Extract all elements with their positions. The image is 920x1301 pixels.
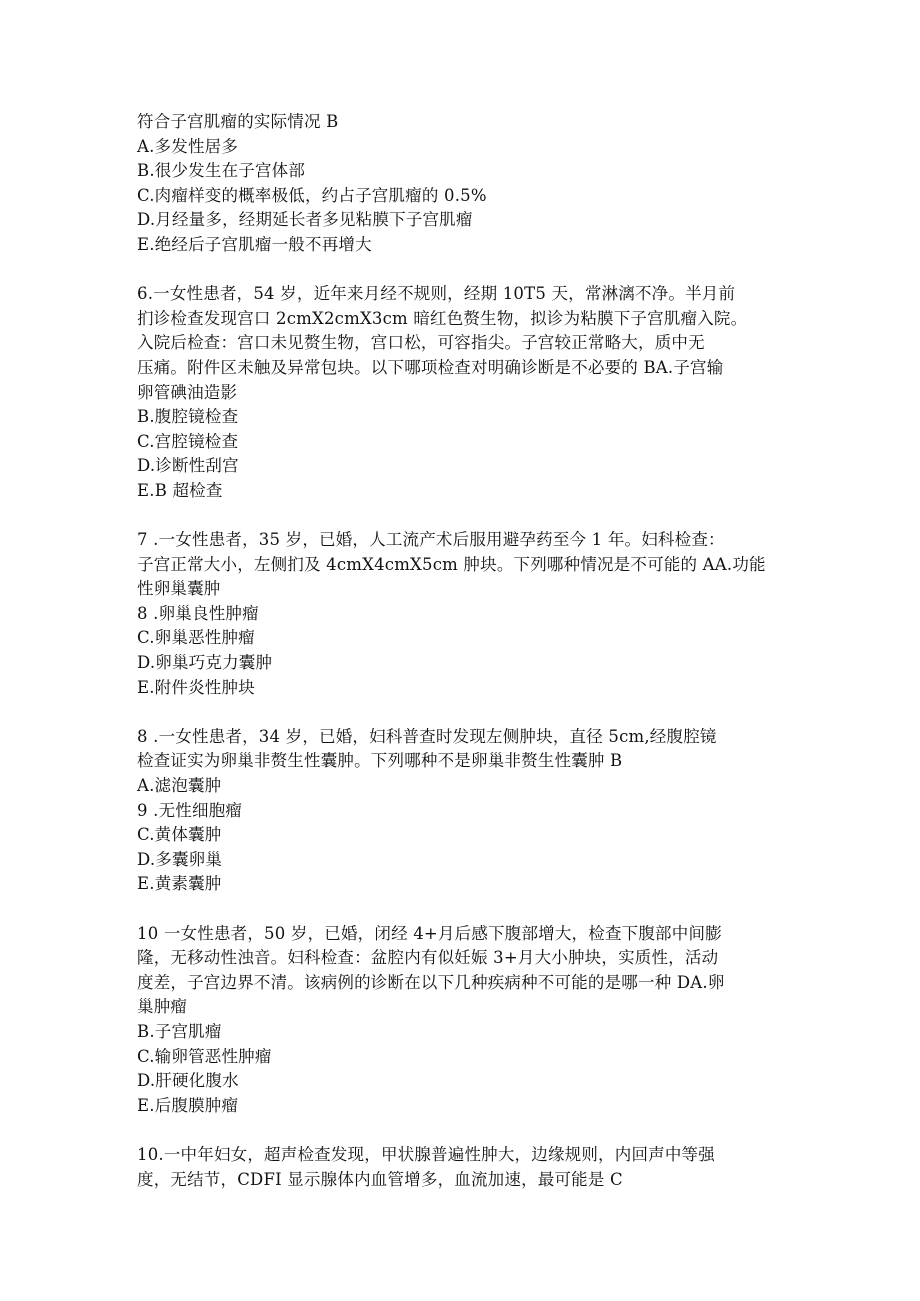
text-line: B.子宫肌瘤 [137,1021,222,1041]
text-line: B.很少发生在子宫体部 [137,161,306,181]
text-line: 8 .一女性患者，34 岁，已婚，妇科普查时发现左侧肿块，直径 5cm,经腹腔镜 [137,726,717,746]
text-line: E.附件炎性肿块 [137,677,255,697]
text-line: A.多发性居多 [137,136,239,156]
text-line: E.绝经后子宫肌瘤一般不再增大 [137,234,372,254]
question-block-q10b [137,1143,787,1192]
text-line: 10 一女性患者，50 岁，已婚，闭经 4+月后感下腹部增大，检查下腹部中间膨 [137,923,722,943]
text-line: C.肉瘤样变的概率极低，约占子宫肌瘤的 0.5% [137,185,487,205]
text-line: C.输卵管恶性肿瘤 [137,1046,272,1066]
text-line: 入院后检查：宫口未见赘生物，宫口松，可容指尖。子宫较正常略大，质中无 [137,333,705,353]
text-line: 10.一中年妇女，超声检查发现，甲状腺普遍性肿大，边缘规则，内回声中等强 [137,1144,715,1164]
paragraph-gap [137,700,787,725]
text-line: E.B 超检查 [137,480,223,500]
text-line: D.多囊卵巢 [137,849,223,869]
paragraph-gap [137,504,787,529]
text-line: 度，无结节，CDFI 显示腺体内血管增多，血流加速，最可能是 C [137,1169,623,1189]
text-line: 子宫正常大小，左侧扪及 4cmX4cmX5cm 肿块。下列哪种情况是不可能的 AA.功能 [137,554,766,574]
text-line: C.黄体囊肿 [137,825,222,845]
question-block-q8 [137,725,787,897]
text-line: D.月经量多，经期延长者多见粘膜下子宫肌瘤 [137,210,473,230]
paragraph-gap [137,897,787,922]
text-line: D.肝硬化腹水 [137,1071,239,1091]
text-line: 检查证实为卵巢非赘生性囊肿。下列哪种不是卵巢非赘生性囊肿 B [137,751,623,771]
document-page [137,110,787,1192]
text-line: C.卵巢恶性肿瘤 [137,628,255,648]
text-line: 性卵巢囊肿 [137,579,221,599]
text-line: E.后腹膜肿瘤 [137,1095,239,1115]
text-line: 6.一女性患者，54 岁，近年来月经不规则，经期 10T5 天，常淋漓不净。半月前 [137,284,736,304]
text-line: D.卵巢巧克力囊肿 [137,653,273,673]
question-block-q10a [137,922,787,1119]
text-line: B.腹腔镜检查 [137,407,239,427]
question-block-q5 [137,110,787,258]
text-line: 7 .一女性患者，35 岁，已婚，人工流产术后服用避孕药至今 1 年。妇科检查： [137,530,725,550]
text-line: 度差，子宫边界不清。该病例的诊断在以下几种疾病种不可能的是哪一种 DA.卵 [137,972,725,992]
text-line: 压痛。附件区未触及异常包块。以下哪项检查对明确诊断是不必要的 BA.子宫输 [137,357,724,377]
text-line: 卵管碘油造影 [137,382,238,402]
text-line: 符合子宫肌瘤的实际情况 B [137,112,339,131]
text-line: 隆，无移动性浊音。妇科检查：盆腔内有似妊娠 3+月大小肿块，实质性，活动 [137,948,719,968]
text-line: A.滤泡囊肿 [137,776,222,796]
text-line: 巢肿瘤 [137,997,188,1017]
question-block-q7 [137,528,787,700]
paragraph-gap [137,258,787,283]
question-block-q6 [137,282,787,503]
text-line: E.黄素囊肿 [137,874,222,894]
text-line: 扪诊检查发现宫口 2cmX2cmX3cm 暗红色赘生物，拟诊为粘膜下子宫肌瘤入院。 [137,308,748,328]
text-line: C.宫腔镜检查 [137,431,239,451]
paragraph-gap [137,1118,787,1143]
text-line: D.诊断性刮宫 [137,456,239,476]
text-line: 8 .卵巢良性肿瘤 [137,603,259,623]
text-line: 9 .无性细胞瘤 [137,800,243,820]
